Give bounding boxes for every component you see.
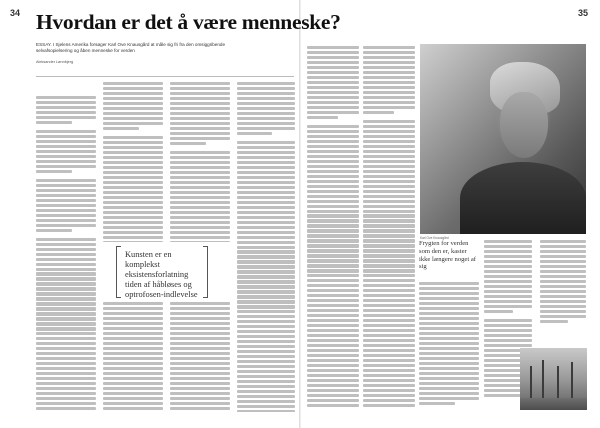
page-number-right: 35 xyxy=(578,8,589,18)
secondary-quote: Frygten for verden som den er, kaster ikke længere noget af sig xyxy=(419,240,476,271)
text-column-3 xyxy=(170,82,230,242)
header-rule xyxy=(36,76,294,77)
text-column-3b xyxy=(170,302,230,412)
text-column-1 xyxy=(36,82,96,412)
thumb-tree xyxy=(542,360,544,400)
text-column-6 xyxy=(363,46,415,412)
text-column-9 xyxy=(419,282,479,412)
photo-caption: Karl Ove Knausgård xyxy=(420,236,449,240)
text-column-2 xyxy=(103,82,163,242)
thumb-tree xyxy=(571,362,573,400)
pull-quote-bracket-left xyxy=(116,246,121,298)
article-headline xyxy=(36,10,341,35)
text-column-4 xyxy=(237,82,295,412)
text-column-2b xyxy=(103,302,163,412)
headline-text: Hvordan er det å være menneske? xyxy=(36,10,341,34)
thumb-ground xyxy=(520,398,587,410)
article-deck: ESSAY. I Sjelens Amerika forsøger Karl Ove Knausgård at måle sig fri fra den omsiggribende selvafsopielsering og åben menneske for verden xyxy=(36,42,226,53)
thumb-tree xyxy=(530,366,532,400)
article-byline: Aleksander Lønnbjerg xyxy=(36,60,74,64)
photo-shoulder xyxy=(460,162,586,234)
page-number-left: 34 xyxy=(10,8,21,18)
forest-thumbnail-photo xyxy=(520,348,587,410)
pull-quote-bracket-right xyxy=(203,246,208,298)
page-gutter xyxy=(299,0,301,428)
photo-face xyxy=(500,92,548,158)
author-portrait-photo xyxy=(420,44,586,234)
thumb-tree xyxy=(557,366,559,400)
pull-quote: Kunsten er en komplekst eksistensforlatning tiden af håbløses og optrofosen-indlevelse xyxy=(125,250,198,299)
text-column-8 xyxy=(540,240,586,332)
text-column-5 xyxy=(307,46,359,412)
